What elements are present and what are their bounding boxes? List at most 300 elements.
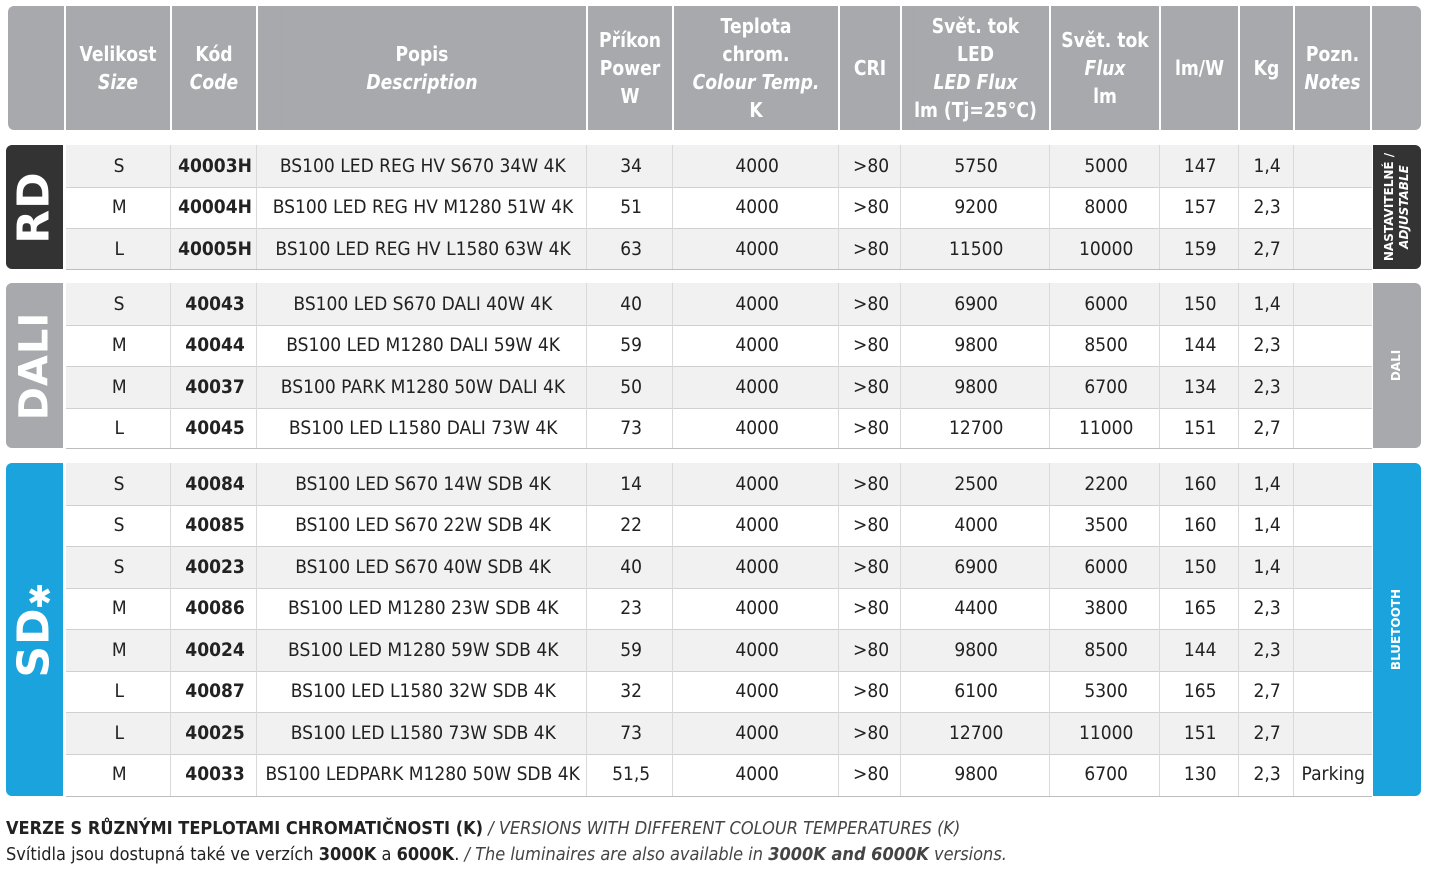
cell-power [588, 629, 674, 671]
cell-size [66, 325, 172, 367]
footer-text-c: a [376, 844, 397, 865]
cell-cri [840, 408, 902, 450]
cell-text: 59 [620, 638, 642, 661]
table-row [66, 366, 1372, 408]
table-row [66, 283, 1372, 325]
cell-kg [1240, 546, 1295, 588]
cell-text: >80 [852, 375, 890, 398]
cell-text: 40023 [185, 555, 245, 578]
cell-power [588, 283, 674, 325]
cell-text: 1,4 [1253, 472, 1282, 495]
cell-kg [1240, 671, 1295, 713]
column-divider [1238, 145, 1239, 269]
cell-text: 144 [1184, 334, 1217, 357]
footer-text-a: Svítidla jsou dostupná také ve verzích [6, 844, 319, 865]
cell-kg [1240, 505, 1295, 547]
table-row [66, 754, 1372, 796]
cell-notes [1295, 629, 1372, 671]
cell-text: 8500 [1084, 334, 1128, 357]
cell-notes [1295, 546, 1372, 588]
cell-flux [1051, 325, 1161, 367]
header-cri [844, 6, 896, 130]
cell-size [66, 588, 172, 630]
cell-text: 8500 [1084, 638, 1128, 661]
column-divider [1049, 283, 1050, 448]
header-flux-line: Flux [1084, 56, 1126, 80]
cell-temp [674, 366, 840, 408]
cell-text: >80 [852, 763, 890, 786]
group-label-dali [6, 283, 63, 448]
cell-text: 40003H [178, 154, 252, 177]
column-divider [1159, 145, 1160, 269]
cell-size [66, 283, 172, 325]
cell-text: L [114, 417, 124, 440]
cell-power [588, 463, 674, 505]
row-divider [66, 366, 1372, 367]
header-notes [1300, 6, 1365, 130]
cell-text: BS100 LED L1580 32W SDB 4K [290, 680, 556, 703]
cell-kg [1240, 712, 1295, 754]
table-row [66, 145, 1372, 187]
cell-kg [1240, 283, 1295, 325]
cell-size [66, 408, 172, 450]
header-temp-line: Colour Temp. [692, 70, 820, 94]
cell-text: M [111, 597, 127, 620]
column-divider [256, 145, 257, 269]
cell-code [172, 187, 258, 229]
cell-text: 10000 [1078, 237, 1134, 260]
cell-size [66, 754, 172, 796]
cell-text: 4000 [735, 721, 779, 744]
cell-kg [1240, 754, 1295, 796]
cell-efficacy [1161, 505, 1240, 547]
cell-text: 73 [620, 417, 642, 440]
cell-text: 151 [1184, 417, 1217, 440]
cell-flux [1051, 546, 1161, 588]
cell-efficacy [1161, 754, 1240, 796]
cell-size [66, 505, 172, 547]
cell-text: 11000 [1078, 417, 1134, 440]
cell-cri [840, 187, 902, 229]
cell-power [588, 671, 674, 713]
table-row [66, 463, 1372, 505]
column-divider [256, 463, 257, 796]
cell-flux [1051, 629, 1161, 671]
cell-text: 4000 [735, 375, 779, 398]
cell-text: 6100 [954, 680, 999, 703]
cell-notes [1295, 463, 1372, 505]
cell-size [66, 671, 172, 713]
cell-text: 144 [1184, 638, 1217, 661]
cell-text: S [113, 514, 125, 537]
cell-temp [674, 145, 840, 187]
header-size-line: Velikost [79, 42, 157, 66]
cell-cri [840, 671, 902, 713]
group-label-text: RD [9, 170, 60, 244]
group-bottom-rule [66, 269, 1372, 270]
cell-kg [1240, 463, 1295, 505]
row-divider [66, 712, 1372, 713]
cell-code [172, 408, 258, 450]
cell-text: 3800 [1084, 597, 1128, 620]
cell-led_flux [902, 712, 1051, 754]
cell-notes [1295, 505, 1372, 547]
cell-led_flux [902, 629, 1051, 671]
cell-temp [674, 712, 840, 754]
cell-text: 40087 [185, 680, 245, 703]
cell-text: M [111, 763, 127, 786]
header-led_flux [912, 6, 1038, 130]
cell-text: BS100 LED M1280 23W SDB 4K [287, 597, 559, 620]
cell-flux [1051, 671, 1161, 713]
column-divider [586, 283, 587, 448]
cell-temp [674, 463, 840, 505]
cell-kg [1240, 629, 1295, 671]
cell-description [258, 228, 588, 270]
cell-text: 63 [620, 237, 642, 260]
cell-text: 1,4 [1253, 555, 1282, 578]
cell-text: BS100 LED S670 14W SDB 4K [295, 472, 551, 495]
cell-text: 4000 [735, 597, 779, 620]
cell-text: 147 [1184, 154, 1217, 177]
side-band-0 [1373, 145, 1421, 269]
table-row [66, 712, 1372, 754]
cell-text: 3500 [1084, 514, 1128, 537]
header-efficacy [1166, 6, 1232, 130]
header-description [281, 6, 563, 130]
cell-text: 4000 [735, 154, 779, 177]
table-row [66, 408, 1372, 450]
cell-text: 2,3 [1253, 763, 1282, 786]
cell-text: 40005H [178, 237, 252, 260]
cell-flux [1051, 712, 1161, 754]
cell-kg [1240, 145, 1295, 187]
side-label-0 [1373, 145, 1421, 269]
cell-led_flux [902, 671, 1051, 713]
cell-kg [1240, 366, 1295, 408]
row-divider [66, 671, 1372, 672]
group-label-text: SD✱ [9, 576, 61, 678]
cell-text: BS100 LED REG HV S670 34W 4K [280, 154, 566, 177]
cell-code [172, 546, 258, 588]
cell-text: 9800 [954, 375, 999, 398]
cell-notes [1295, 408, 1372, 450]
cell-code [172, 463, 258, 505]
cell-power [588, 754, 674, 796]
cell-power [588, 408, 674, 450]
cell-text: 5300 [1084, 680, 1128, 703]
header-notes-line: Pozn. [1305, 42, 1360, 66]
cell-code [172, 671, 258, 713]
side-label-text [1382, 153, 1412, 261]
cell-temp [674, 671, 840, 713]
cell-text: 151 [1184, 721, 1217, 744]
cell-code [172, 712, 258, 754]
cell-efficacy [1161, 408, 1240, 450]
header-corner-cell [8, 6, 64, 130]
cell-text: 150 [1184, 292, 1217, 315]
group-band-rd [6, 145, 63, 269]
header-side-cell [1372, 6, 1421, 130]
cell-text: 9800 [954, 763, 999, 786]
footer-text-g: 3000K and 6000K [768, 844, 929, 865]
cell-text: 2,7 [1253, 237, 1282, 260]
cell-text: >80 [852, 638, 890, 661]
row-divider [66, 754, 1372, 755]
cell-text: 6900 [954, 292, 999, 315]
header-description-line: Popis [395, 42, 449, 66]
header-code-line: Code [189, 70, 239, 94]
cell-size [66, 228, 172, 270]
header-led_flux-line: Svět. tok LED [931, 14, 1020, 66]
table-row [66, 228, 1372, 270]
cell-notes [1295, 325, 1372, 367]
cell-kg [1240, 408, 1295, 450]
column-divider [838, 283, 839, 448]
cell-text: Parking [1301, 763, 1366, 786]
group-bottom-rule [66, 448, 1372, 449]
cell-text: 4000 [735, 472, 779, 495]
cell-cri [840, 463, 902, 505]
cell-text: BS100 LED S670 22W SDB 4K [295, 514, 551, 537]
cell-text: 165 [1184, 680, 1217, 703]
cell-text: 40085 [185, 514, 245, 537]
cell-size [66, 629, 172, 671]
cell-text: 2500 [954, 472, 999, 495]
cell-text: S [113, 154, 125, 177]
cell-text: S [113, 292, 125, 315]
cell-description [258, 366, 588, 408]
footer-title-cz: VERZE S RŮZNÝMI TEPLOTAMI CHROMATIČNOSTI (K) [6, 818, 484, 839]
cell-text: BS100 LED S670 40W SDB 4K [295, 555, 551, 578]
header-code [178, 6, 250, 130]
cell-text: >80 [852, 514, 890, 537]
cell-led_flux [902, 283, 1051, 325]
cell-temp [674, 228, 840, 270]
column-divider [1238, 463, 1239, 796]
group-label-rd [6, 145, 63, 269]
column-divider [1293, 463, 1294, 796]
cell-text: 32 [620, 680, 642, 703]
cell-text: M [111, 334, 127, 357]
cell-text: 6700 [1084, 375, 1128, 398]
cell-text: BS100 LED REG HV M1280 51W 4K [272, 196, 574, 219]
cell-text: >80 [852, 237, 890, 260]
cell-description [258, 546, 588, 588]
cell-text: 5000 [1084, 154, 1128, 177]
cell-text: 4000 [735, 680, 779, 703]
cell-text: 4400 [954, 597, 999, 620]
side-band-1 [1373, 283, 1421, 448]
cell-text: 4000 [735, 196, 779, 219]
side-label-line: NASTAVITELNÉ / [1382, 152, 1396, 262]
cell-cri [840, 505, 902, 547]
footer-text-f: / The luminaires are also available in [464, 844, 769, 865]
column-divider [586, 145, 587, 269]
cell-led_flux [902, 325, 1051, 367]
cell-text: 1,4 [1253, 154, 1282, 177]
table-row [66, 505, 1372, 547]
cell-text: 9200 [954, 196, 999, 219]
side-label-line: BLUETOOTH [1389, 588, 1404, 671]
column-divider [170, 463, 171, 796]
footer-line-1 [6, 818, 960, 839]
column-divider [838, 145, 839, 269]
cell-efficacy [1161, 187, 1240, 229]
cell-flux [1051, 228, 1161, 270]
cell-efficacy [1161, 463, 1240, 505]
cell-efficacy [1161, 145, 1240, 187]
cell-notes [1295, 187, 1372, 229]
cell-kg [1240, 228, 1295, 270]
cell-text: 2,3 [1253, 334, 1282, 357]
cell-efficacy [1161, 588, 1240, 630]
cell-text: 9800 [954, 334, 999, 357]
cell-notes [1295, 588, 1372, 630]
header-temp-line: Teplota chrom. [720, 14, 792, 66]
cell-text: 4000 [735, 334, 779, 357]
cell-notes [1295, 712, 1372, 754]
cell-led_flux [902, 505, 1051, 547]
cell-led_flux [902, 588, 1051, 630]
cell-text: 165 [1184, 597, 1217, 620]
side-band-2 [1373, 463, 1421, 796]
header-kg-line: Kg [1253, 56, 1280, 80]
side-label-1 [1373, 283, 1421, 448]
row-divider [66, 588, 1372, 589]
footer-text-e: . [454, 844, 465, 865]
cell-text: S [113, 555, 125, 578]
cell-description [258, 588, 588, 630]
cell-text: 4000 [954, 514, 999, 537]
cell-text: >80 [852, 597, 890, 620]
side-label-text [1390, 589, 1405, 670]
cell-efficacy [1161, 366, 1240, 408]
cell-flux [1051, 366, 1161, 408]
column-divider [672, 463, 673, 796]
cell-led_flux [902, 546, 1051, 588]
footer-text-d: 6000K [396, 844, 455, 865]
header-power-line: Příkon [598, 28, 662, 52]
header-description-line: Description [366, 70, 478, 94]
cell-power [588, 366, 674, 408]
cell-text: 23 [620, 597, 642, 620]
header-size [73, 6, 162, 130]
cell-text: M [111, 196, 127, 219]
row-divider [66, 187, 1372, 188]
cell-flux [1051, 463, 1161, 505]
cell-text: 2,3 [1253, 196, 1282, 219]
cell-text: >80 [852, 292, 890, 315]
cell-code [172, 283, 258, 325]
cell-power [588, 187, 674, 229]
cell-power [588, 588, 674, 630]
cell-text: 2,7 [1253, 417, 1282, 440]
group-label-sd [6, 463, 63, 796]
cell-text: 130 [1184, 763, 1217, 786]
cell-led_flux [902, 228, 1051, 270]
cell-text: 4000 [735, 417, 779, 440]
column-divider [1159, 463, 1160, 796]
cell-efficacy [1161, 629, 1240, 671]
cell-text: M [111, 638, 127, 661]
cell-size [66, 145, 172, 187]
cell-code [172, 228, 258, 270]
cell-temp [674, 408, 840, 450]
cell-text: 40037 [185, 375, 245, 398]
side-label-line: ADJUSTABLE [1397, 165, 1411, 249]
cell-kg [1240, 588, 1295, 630]
header-notes-line: Notes [1304, 70, 1361, 94]
cell-notes [1295, 366, 1372, 408]
row-divider [66, 505, 1372, 506]
group-bottom-rule [66, 796, 1372, 797]
cell-cri [840, 546, 902, 588]
side-label-2 [1373, 463, 1421, 796]
cell-text: M [111, 375, 127, 398]
cell-text: BS100 LED S670 DALI 40W 4K [293, 292, 553, 315]
cell-text: 6700 [1084, 763, 1128, 786]
cell-led_flux [902, 366, 1051, 408]
cell-led_flux [902, 463, 1051, 505]
cell-size [66, 187, 172, 229]
header-led_flux-line: lm (Tj=25°C) [914, 98, 1037, 122]
cell-text: 4000 [735, 763, 779, 786]
table-row [66, 325, 1372, 367]
footer-text-h: versions. [928, 844, 1007, 865]
cell-cri [840, 145, 902, 187]
cell-flux [1051, 588, 1161, 630]
cell-flux [1051, 505, 1161, 547]
cell-text: S [113, 472, 125, 495]
cell-text: >80 [852, 154, 890, 177]
cell-code [172, 629, 258, 671]
cell-code [172, 505, 258, 547]
cell-temp [674, 505, 840, 547]
cell-flux [1051, 145, 1161, 187]
cell-text: 40086 [185, 597, 245, 620]
cell-led_flux [902, 145, 1051, 187]
cell-text: 51,5 [611, 763, 651, 786]
side-label-text [1389, 350, 1404, 381]
cell-cri [840, 325, 902, 367]
cell-flux [1051, 408, 1161, 450]
cell-text: 40025 [185, 721, 245, 744]
cell-text: 4000 [735, 292, 779, 315]
column-divider [900, 463, 901, 796]
cell-temp [674, 187, 840, 229]
cell-text: >80 [852, 680, 890, 703]
cell-text: 51 [620, 196, 642, 219]
column-divider [900, 283, 901, 448]
cell-text: 40043 [185, 292, 245, 315]
cell-text: BS100 PARK M1280 50W DALI 4K [280, 375, 566, 398]
cell-text: 4000 [735, 514, 779, 537]
column-divider [1238, 283, 1239, 448]
column-divider [256, 283, 257, 448]
cell-power [588, 228, 674, 270]
cell-text: >80 [852, 472, 890, 495]
cell-text: 40045 [185, 417, 245, 440]
cell-code [172, 325, 258, 367]
footer-title-en: VERSIONS WITH DIFFERENT COLOUR TEMPERATURES (K) [498, 818, 961, 839]
cell-kg [1240, 187, 1295, 229]
column-divider [1049, 463, 1050, 796]
header-cri-line: CRI [853, 56, 887, 80]
column-divider [1293, 283, 1294, 448]
header-power [594, 6, 666, 130]
cell-text: 160 [1184, 514, 1217, 537]
